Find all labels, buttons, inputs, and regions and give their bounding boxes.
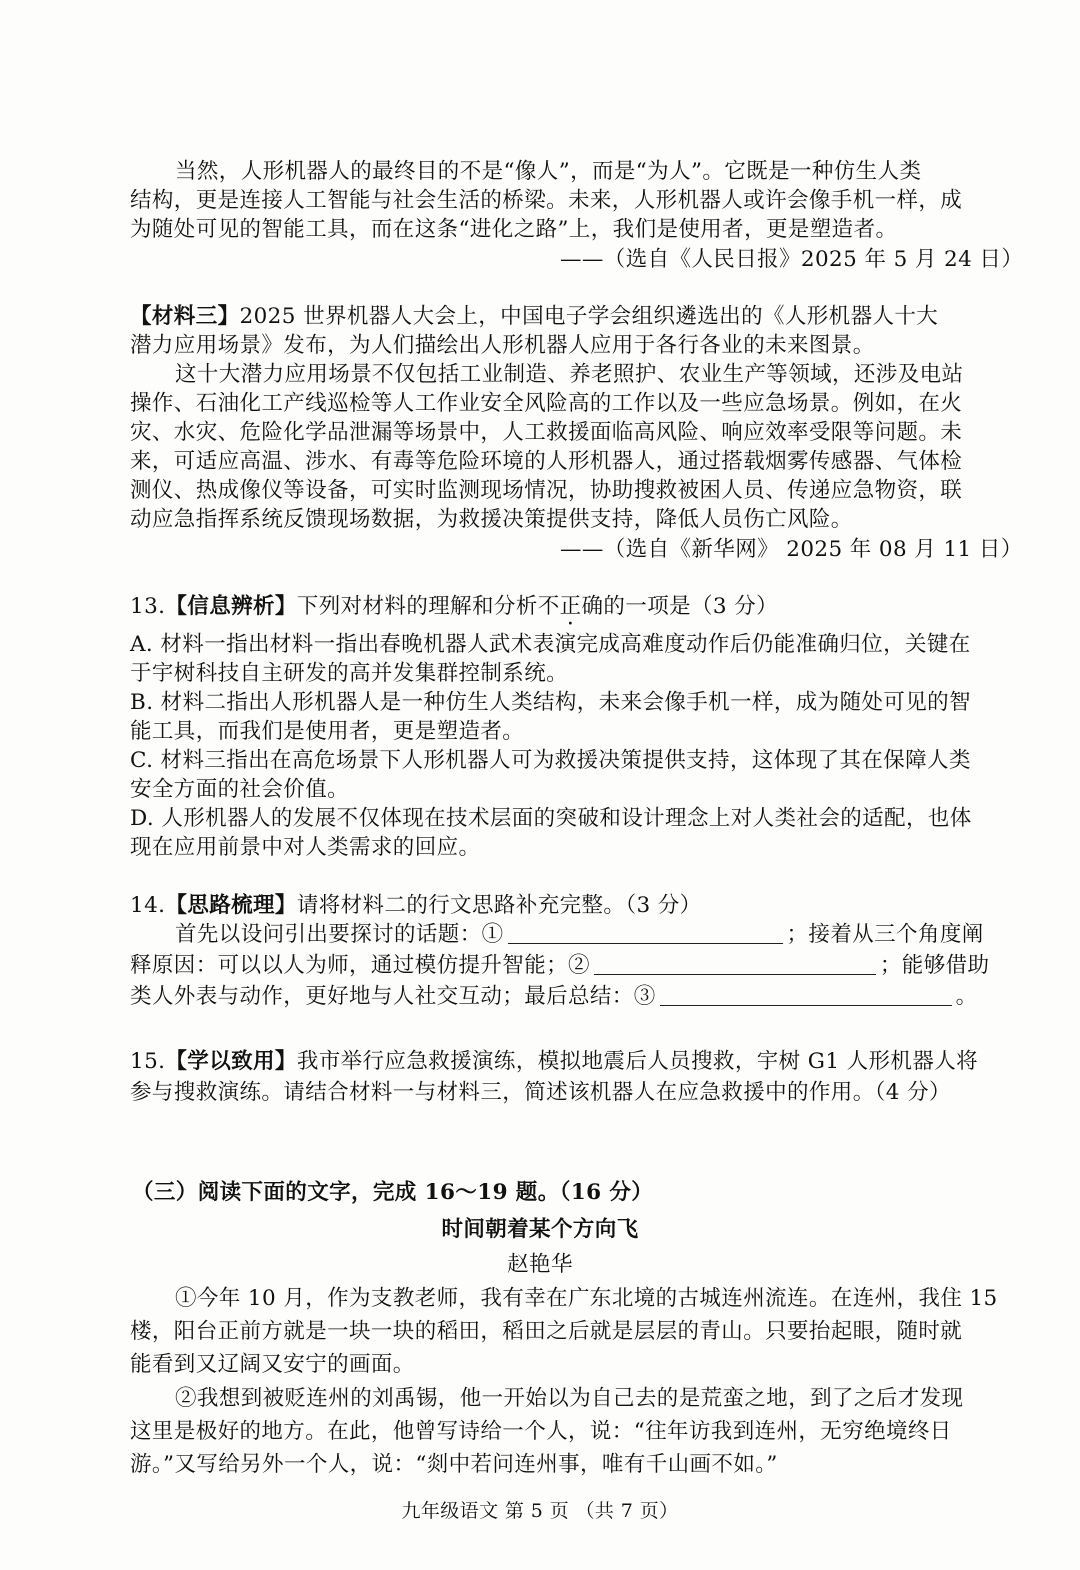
- q14-line-2: [130, 951, 989, 981]
- paragraph-2-line-2: 这里是极好的地方。在此，他曾写诗给一个人，说：“往年访我到连州，无穷绝境终日: [130, 1419, 952, 1444]
- paragraph-2-line-3: 游。”又写给另外一个人，说：“剡中若问连州事，唯有千山画不如。”: [130, 1452, 778, 1477]
- material3-line-1: [130, 302, 938, 332]
- material3-line-7: 测仪、热成像仪等设备，可实时监测现场情况，协助搜救被困人员、传递应急物资，联: [130, 478, 963, 503]
- answer-blank-1[interactable]: [508, 923, 783, 944]
- q14-line-1: [175, 920, 984, 950]
- q13-option-b-line-1: B. 材料二指出人形机器人是一种仿生人类结构，未来会像手机一样，成为随处可见的智: [130, 690, 971, 715]
- q14-number: 14.: [130, 893, 166, 918]
- material3-line-6: 来，可适应高温、涉水、有毒等危险环境的人形机器人，通过搭载烟雾传感器、气体检: [130, 449, 963, 474]
- q13-option-a-line-1: A. 材料一指出材料一指出春晚机器人武术表演完成高难度动作后仍能准确归位，关键在: [130, 632, 971, 657]
- page-footer: 九年级语文 第 5 页 （共 7 页）: [401, 1500, 679, 1522]
- q13-option-d-line-2: 现在应用前景中对人类需求的回应。: [130, 835, 481, 860]
- q15-line-1-text: 我市举行应急救援演练，模拟地震后人员搜救，宇树 G1 人形机器人将: [296, 1049, 979, 1074]
- q15-tag: 【学以致用】: [165, 1049, 297, 1074]
- paragraph-2-line-1: ②我想到被贬连州的刘禹锡，他一开始以为自己去的是荒蛮之地，到了之后才发现: [175, 1386, 964, 1411]
- article-title: 时间朝着某个方向飞: [441, 1217, 639, 1242]
- material3-line-3: 这十大潜力应用场景不仅包括工业制造、养老照护、农业生产等领域，还涉及电站: [175, 362, 964, 387]
- material3-line-8: 动应急指挥系统反馈现场数据，为救援决策提供支持，降低人员伤亡风险。: [130, 507, 853, 532]
- section3-heading: （三）阅读下面的文字，完成 16～19 题。（16 分）: [132, 1180, 654, 1205]
- q14-tag: 【思路梳理】: [165, 893, 297, 918]
- answer-blank-3[interactable]: [660, 985, 952, 1006]
- material2-line-1: 当然，人形机器人的最终目的不是“像人”，而是“为人”。它既是一种仿生人类: [175, 159, 922, 184]
- q13-option-c-line-1: C. 材料三指出在高危场景下人形机器人可为救援决策提供支持，这体现了其在保障人类: [130, 748, 971, 773]
- material2-source: ——（选自《人民日报》2025 年 5 月 24 日）: [560, 247, 1024, 272]
- material2-line-3: 为随处可见的智能工具，而在这条“进化之路”上，我们是使用者，更是塑造者。: [130, 217, 898, 242]
- q14-line-3-prefix: 类人外表与动作，更好地与人社交互动；最后总结：③: [130, 984, 656, 1009]
- q13-option-b-line-2: 能工具，而我们是使用者，更是塑造者。: [130, 719, 525, 744]
- material3-line-1-text: 2025 世界机器人大会上，中国电子学会组织遴选出的《人形机器人十大: [239, 304, 939, 329]
- q14-line-2-suffix: ；能够借助: [879, 953, 990, 978]
- q14-line-3: [130, 982, 978, 1012]
- q14-line-1-prefix: 首先以设问引出要探讨的话题：①: [175, 922, 504, 947]
- q15-line-1: [130, 1047, 978, 1077]
- paragraph-1-line-1: ①今年 10 月，作为支教老师，我有幸在广东北境的古城连州流连。在连州，我住 15: [175, 1286, 998, 1311]
- paragraph-1-line-3: 能看到又辽阔又安宁的画面。: [130, 1352, 415, 1377]
- q14-line-2-prefix: 释原因：可以以人为师，通过模仿提升智能；②: [130, 953, 590, 978]
- q14-line-1-suffix: ；接着从三个角度阐: [786, 922, 984, 947]
- q13-stem: [130, 592, 778, 622]
- paragraph-1-line-2: 楼，阳台正前方就是一块一块的稻田，稻田之后就是层层的青山。只要抬起眼，随时就: [130, 1319, 963, 1344]
- q14-stem: [130, 891, 702, 921]
- material3-source: ——（选自《新华网》 2025 年 08 月 11 日）: [560, 537, 1023, 562]
- q13-number: 13.: [130, 594, 166, 619]
- q14-line-3-suffix: 。: [955, 984, 978, 1009]
- q13-stem-before: 下列对材料的理解和分析: [296, 594, 538, 619]
- article-author: 赵艳华: [507, 1252, 573, 1277]
- q15-line-2: 参与搜救演练。请结合材料一与材料三，简述该机器人在应急救援中的作用。（4 分）: [130, 1080, 951, 1105]
- q14-stem-text: 请将材料二的行文思路补充完整。（3 分）: [296, 893, 702, 918]
- q15-number: 15.: [130, 1049, 166, 1074]
- q13-tag: 【信息辨析】: [165, 594, 297, 619]
- material3-label: 【材料三】: [130, 304, 240, 329]
- material3-line-5: 灾、水灾、危险化学品泄漏等场景中，人工救援面临高风险、响应效率受限等问题。未: [130, 420, 963, 445]
- q13-option-c-line-2: 安全方面的社会价值。: [130, 777, 350, 802]
- material3-line-2: 潜力应用场景》发布，为人们描绘出人形机器人应用于各行各业的未来图景。: [130, 333, 875, 358]
- q13-option-a-line-2: 于宇树科技自主研发的高并发集群控制系统。: [130, 661, 569, 686]
- answer-blank-2[interactable]: [594, 954, 876, 975]
- q13-stem-after: 的一项是（3 分）: [603, 594, 779, 619]
- q13-option-d-line-1: D. 人形机器人的发展不仅体现在技术层面的突破和设计理念上对人类社会的适配，也体: [130, 806, 972, 831]
- q13-stem-emphasis: 不正确: [537, 594, 604, 619]
- material3-line-4: 操作、石油化工产线巡检等人工作业安全风险高的工作以及一些应急场景。例如，在火: [130, 391, 963, 416]
- material2-line-2: 结构，更是连接人工智能与社会生活的桥梁。未来，人形机器人或许会像手机一样，成: [130, 188, 963, 213]
